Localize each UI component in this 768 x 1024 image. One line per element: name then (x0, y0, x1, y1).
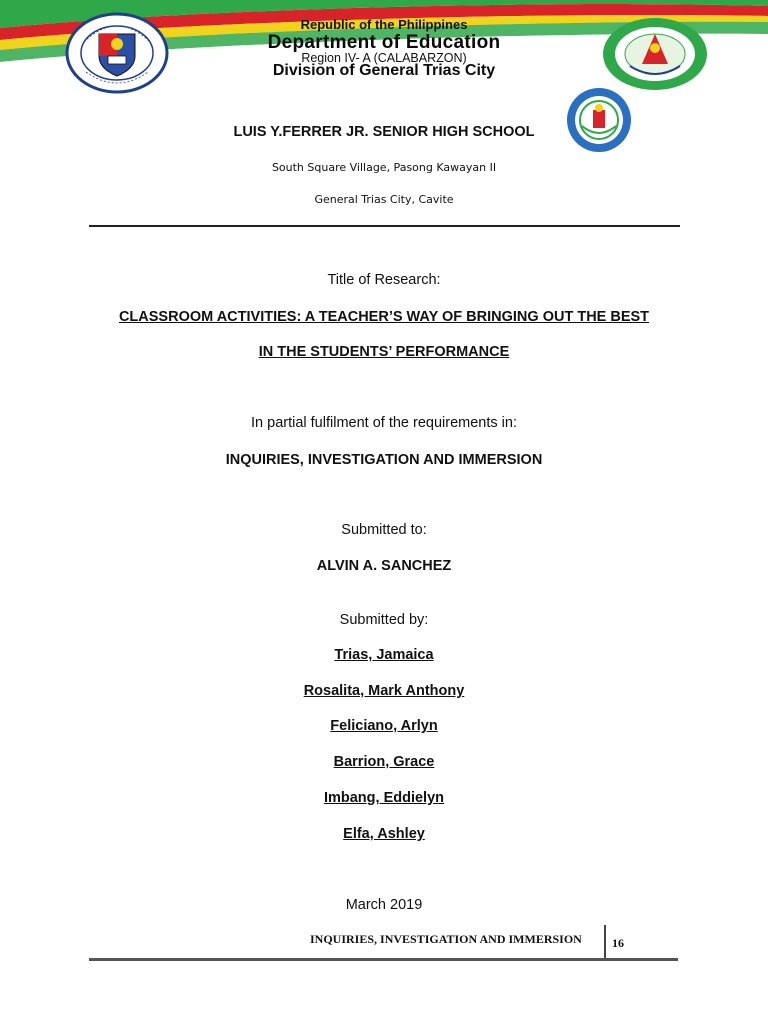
school-address-line2: General Trias City, Cavite (314, 193, 454, 206)
research-title-line2: IN THE STUDENTS’ PERFORMANCE (258, 344, 510, 360)
header-divider (89, 225, 680, 227)
fulfilment-label: In partial fulfilment of the requirements in: (251, 415, 517, 431)
author-name: Feliciano, Arlyn (330, 718, 438, 734)
footer-title: INQUIRIES, INVESTIGATION AND IMMERSION (310, 932, 582, 946)
submitted-by-label: Submitted by: (339, 612, 429, 628)
general-trias-city-seal-logo (600, 16, 710, 92)
author-name: Imbang, Eddielyn (323, 790, 445, 806)
footer-separator (604, 925, 606, 958)
footer-rule (89, 958, 678, 961)
submitted-to-name: ALVIN A. SANCHEZ (316, 558, 452, 574)
author-name: Elfa, Ashley (343, 826, 425, 842)
subject-name: INQUIRIES, INVESTIGATION AND IMMERSION (225, 452, 543, 468)
author-name: Barrion, Grace (333, 754, 435, 770)
region-line: Region IV- A (CALABARZON) (301, 51, 467, 65)
submission-date: March 2019 (345, 897, 423, 913)
page-number: 16 (612, 936, 624, 950)
author-name: Rosalita, Mark Anthony (303, 683, 465, 699)
submitted-to-label: Submitted to: (341, 522, 427, 538)
school-address-line1: South Square Village, Pasong Kawayan II (271, 161, 497, 174)
school-seal-logo (560, 86, 638, 154)
research-title-line1: CLASSROOM ACTIVITIES: A TEACHER’S WAY OF BRINGING OUT THE BEST (118, 309, 650, 325)
title-label: Title of Research: (327, 272, 441, 288)
division-name: Division of General Trias City (272, 62, 496, 79)
department-name: Department of Education (267, 32, 501, 53)
school-name: LUIS Y.FERRER JR. SENIOR HIGH SCHOOL (233, 124, 535, 140)
author-name: Trias, Jamaica (334, 647, 434, 663)
republic-line: Republic of the Philippines (300, 17, 468, 32)
